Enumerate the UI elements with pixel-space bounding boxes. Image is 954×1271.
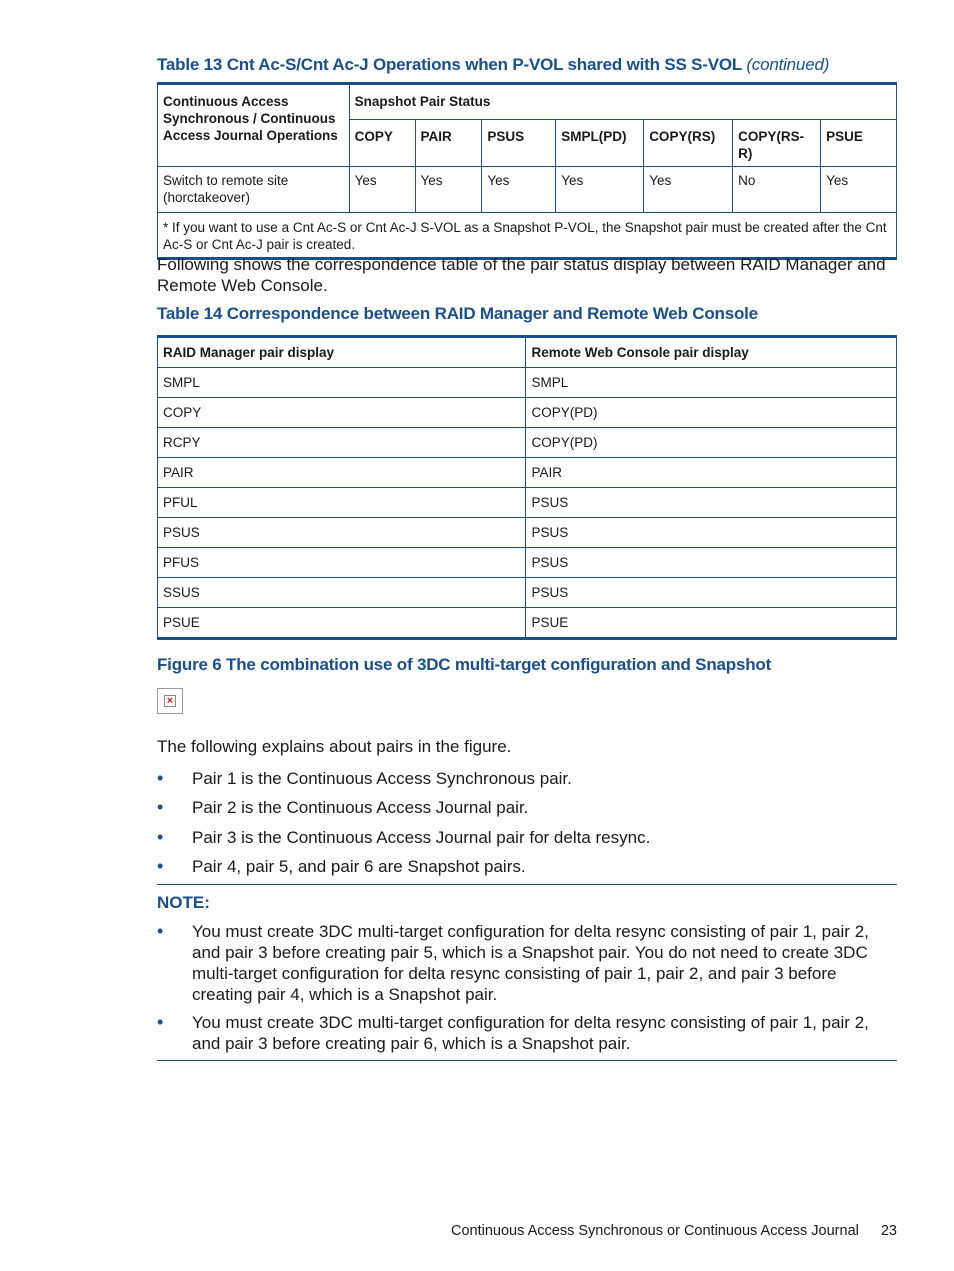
table13-caption-suffix: (continued) — [746, 55, 830, 74]
table14-cell: COPY(PD) — [526, 398, 897, 428]
figure6-caption: Figure 6 The combination use of 3DC multi-target configuration and Snapshot — [157, 655, 772, 674]
table14-cell: PSUS — [526, 578, 897, 608]
table13-col-header: COPY — [349, 120, 415, 167]
table14-cell: SMPL — [158, 368, 526, 398]
table-row — [158, 608, 897, 639]
table14-cell: PFUL — [158, 488, 526, 518]
table-row — [158, 167, 897, 213]
table13-cell: Yes — [415, 167, 482, 213]
table13-caption — [157, 55, 829, 75]
table13-operation-cell: Switch to remote site (horctakeover) — [158, 167, 350, 213]
table13-footnote: * If you want to use a Cnt Ac-S or Cnt Ac-J S-VOL as a Snapshot P-VOL, the Snapshot pair must be created after the Cnt Ac-S or Cnt Ac-J pair is created. — [158, 213, 897, 259]
table14-cell: PAIR — [526, 458, 897, 488]
table14-cell: PSUS — [526, 518, 897, 548]
table13-status-header: Snapshot Pair Status — [349, 84, 896, 120]
list-item: • Pair 1 is the Continuous Access Synchronous pair. — [157, 768, 897, 789]
table14-cell: PSUE — [526, 608, 897, 639]
page-footer — [451, 1223, 897, 1239]
table14-cell: PSUS — [158, 518, 526, 548]
table14-cell: PSUS — [526, 548, 897, 578]
table-row — [158, 578, 897, 608]
intro-paragraph: Following shows the correspondence table of the pair status display between RAID Manager and Remote Web Console. — [157, 255, 886, 295]
table-row — [158, 458, 897, 488]
table-row — [158, 368, 897, 398]
table14-cell: PSUE — [158, 608, 526, 639]
table14-cell: PSUS — [526, 488, 897, 518]
page-number: 23 — [880, 1223, 897, 1239]
table13-cell: Yes — [644, 167, 733, 213]
pairs-list — [157, 768, 897, 877]
table14-cell: PAIR — [158, 458, 526, 488]
table-row — [158, 548, 897, 578]
explain-paragraph: The following explains about pairs in the figure. — [157, 737, 512, 756]
table14-caption: Table 14 Correspondence between RAID Manager and Remote Web Console — [157, 304, 758, 323]
table14-cell: COPY(PD) — [526, 428, 897, 458]
table13-cell: Yes — [482, 167, 556, 213]
list-item: • You must create 3DC multi-target configuration for delta resync consisting of pair 1, pair 2, and pair 3 before creating pair 6, which is a Snapshot pair. — [157, 1012, 897, 1054]
table13-col-header: COPY(RS-R) — [733, 120, 821, 167]
broken-image-icon: × — [157, 688, 183, 714]
note-title: NOTE: — [157, 893, 210, 912]
table13-caption-text: Table 13 Cnt Ac-S/Cnt Ac-J Operations when P-VOL shared with SS S-VOL — [157, 55, 742, 74]
note-bottom-rule — [157, 1060, 897, 1061]
table14-cell: COPY — [158, 398, 526, 428]
list-item: • Pair 3 is the Continuous Access Journal pair for delta resync. — [157, 827, 897, 848]
table14-cell: SMPL — [526, 368, 897, 398]
table13-col-header: PAIR — [415, 120, 482, 167]
table13-cell: Yes — [349, 167, 415, 213]
table14-header: Remote Web Console pair display — [526, 337, 897, 368]
table13-cell: No — [733, 167, 821, 213]
table-row — [158, 488, 897, 518]
table13 — [157, 82, 897, 260]
table13-op-header: Continuous Access Synchronous / Continuous Access Journal Operations — [158, 84, 350, 167]
list-item: • Pair 4, pair 5, and pair 6 are Snapshot pairs. — [157, 856, 897, 877]
table13-col-header: SMPL(PD) — [556, 120, 644, 167]
table-row — [158, 398, 897, 428]
list-item: • You must create 3DC multi-target configuration for delta resync consisting of pair 1, pair 2, and pair 3 before creating pair 5, which is a Snapshot pair. You do not need to create 3DC multi-target configuration for delta resync consisting of pair 1, pair 2, and pair 3 before creating pair 4, which is a Snapshot pair. — [157, 921, 897, 1005]
note-top-rule — [157, 884, 897, 885]
note-list — [157, 921, 897, 1054]
footer-title: Continuous Access Synchronous or Continuous Access Journal — [451, 1223, 859, 1239]
table13-col-header: COPY(RS) — [644, 120, 733, 167]
table13-col-header: PSUE — [821, 120, 897, 167]
table14 — [157, 335, 897, 640]
table14-cell: SSUS — [158, 578, 526, 608]
list-item: • Pair 2 is the Continuous Access Journal pair. — [157, 797, 897, 818]
table13-cell: Yes — [821, 167, 897, 213]
table14-cell: PFUS — [158, 548, 526, 578]
table14-cell: RCPY — [158, 428, 526, 458]
table-row — [158, 428, 897, 458]
table13-cell: Yes — [556, 167, 644, 213]
table14-header: RAID Manager pair display — [158, 337, 526, 368]
table13-col-header: PSUS — [482, 120, 556, 167]
table-row — [158, 518, 897, 548]
